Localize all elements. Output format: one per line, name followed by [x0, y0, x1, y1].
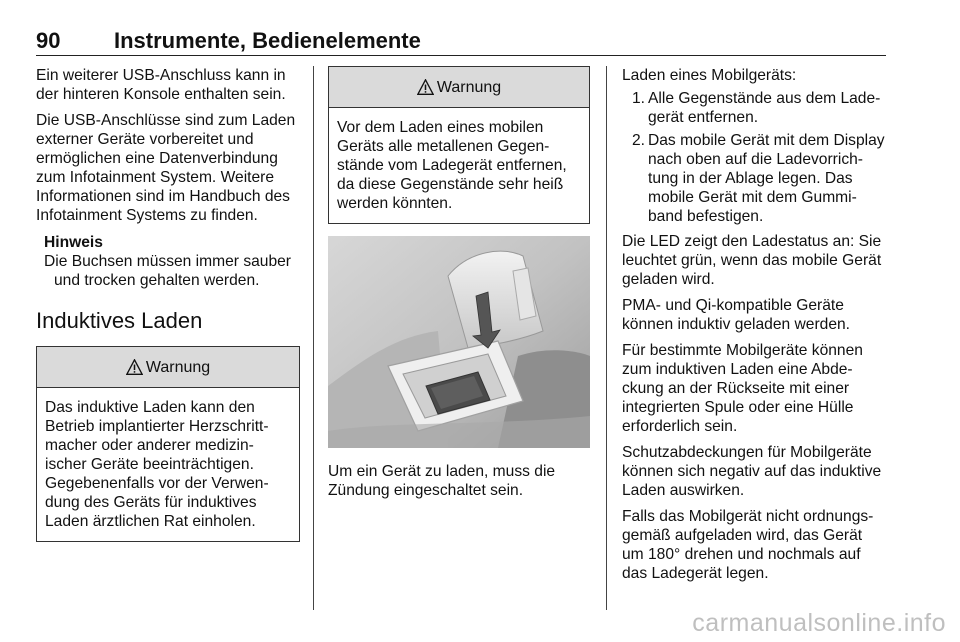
ignition-caption: Um ein Gerät zu laden, muss die Zündung eingeschaltet sein.	[328, 463, 556, 499]
header-rule	[36, 55, 886, 56]
warning-header	[329, 67, 589, 108]
column-divider-right	[606, 66, 607, 610]
running-head: Instrumente, Bedienelemente	[114, 28, 421, 53]
column-2	[328, 66, 590, 507]
warning-body: Vor dem Laden eines mobilen Geräts alle metallenen Gegen- stände vom Ladegerät entfernen, da diese Gegenstände sehr heiß werden könnten.	[337, 119, 567, 212]
warning-body: Das induktive Laden kann den Betrieb implantierter Herzschritt- macher oder anderer medizin- ischer Geräte beeinträchtigen. Gegebenenfalls vor der Verwen- dung des Geräts für induktives Laden ärztlichen Rat einholen.	[45, 399, 269, 530]
watermark: carmanualsonline.info	[692, 609, 946, 637]
cover-paragraph: Für bestimmte Mobilgeräte können zum induktiven Laden eine Abde- ckung an der Rückseite mit einer integrierten Spule oder eine Hülle erforderlich sein.	[622, 342, 863, 435]
column-divider-left	[313, 66, 314, 610]
hint-title: Hinweis	[44, 234, 103, 251]
warning-triangle-icon	[417, 79, 434, 96]
warning-triangle-icon	[126, 359, 143, 376]
usb-charging-paragraph: Die USB-Anschlüsse sind zum Laden externer Geräte vorbereitet und ermöglichen eine Datenverbindung zum Infotainment System. Weitere Informationen sind im Handbuch des Infotainment Systems zu finden.	[36, 112, 296, 224]
usb-rear-console-paragraph: Ein weiterer USB-Anschluss kann in der hinteren Konsole enthalten sein.	[36, 67, 286, 103]
column-1	[36, 66, 300, 542]
protective-cover-paragraph: Schutzabdeckungen für Mobilgeräte können sich negativ auf das induktive Laden auswirken.	[622, 444, 882, 499]
warning-box-inductive	[36, 346, 300, 542]
page-number: 90	[36, 28, 61, 53]
hint-note	[36, 233, 300, 290]
column-3	[622, 66, 888, 590]
charging-intro: Laden eines Mobilgeräts:	[622, 67, 797, 84]
warning-title: Warnung	[436, 78, 502, 96]
pma-qi-paragraph: PMA- und Qi-kompatible Geräte können induktiv geladen werden.	[622, 297, 851, 333]
charging-tray-illustration	[328, 236, 590, 448]
warning-title: Warnung	[145, 358, 211, 376]
warning-header	[37, 347, 299, 388]
charging-steps	[622, 89, 888, 226]
warning-box-metal	[328, 66, 590, 224]
list-item: 1. Alle Gegenstände aus dem Lade- gerät entfernen.	[632, 90, 881, 126]
hint-text: Die Buchsen müssen immer sauber und trocken gehalten werden.	[44, 253, 292, 289]
section-title: Induktives Laden	[36, 308, 203, 333]
retry-paragraph: Falls das Mobilgerät nicht ordnungs- gemäß aufgeladen wird, das Gerät um 180° drehen und nochmals auf das Ladegerät legen.	[622, 508, 874, 582]
list-item: 2. Das mobile Gerät mit dem Display nach oben auf die Ladevorrich- tung in der Ablage legen. Das mobile Gerät mit dem Gummi- band befestigen.	[632, 132, 885, 225]
led-status-paragraph: Die LED zeigt den Ladestatus an: Sie leuchtet grün, wenn das mobile Gerät geladen wird.	[622, 233, 882, 288]
